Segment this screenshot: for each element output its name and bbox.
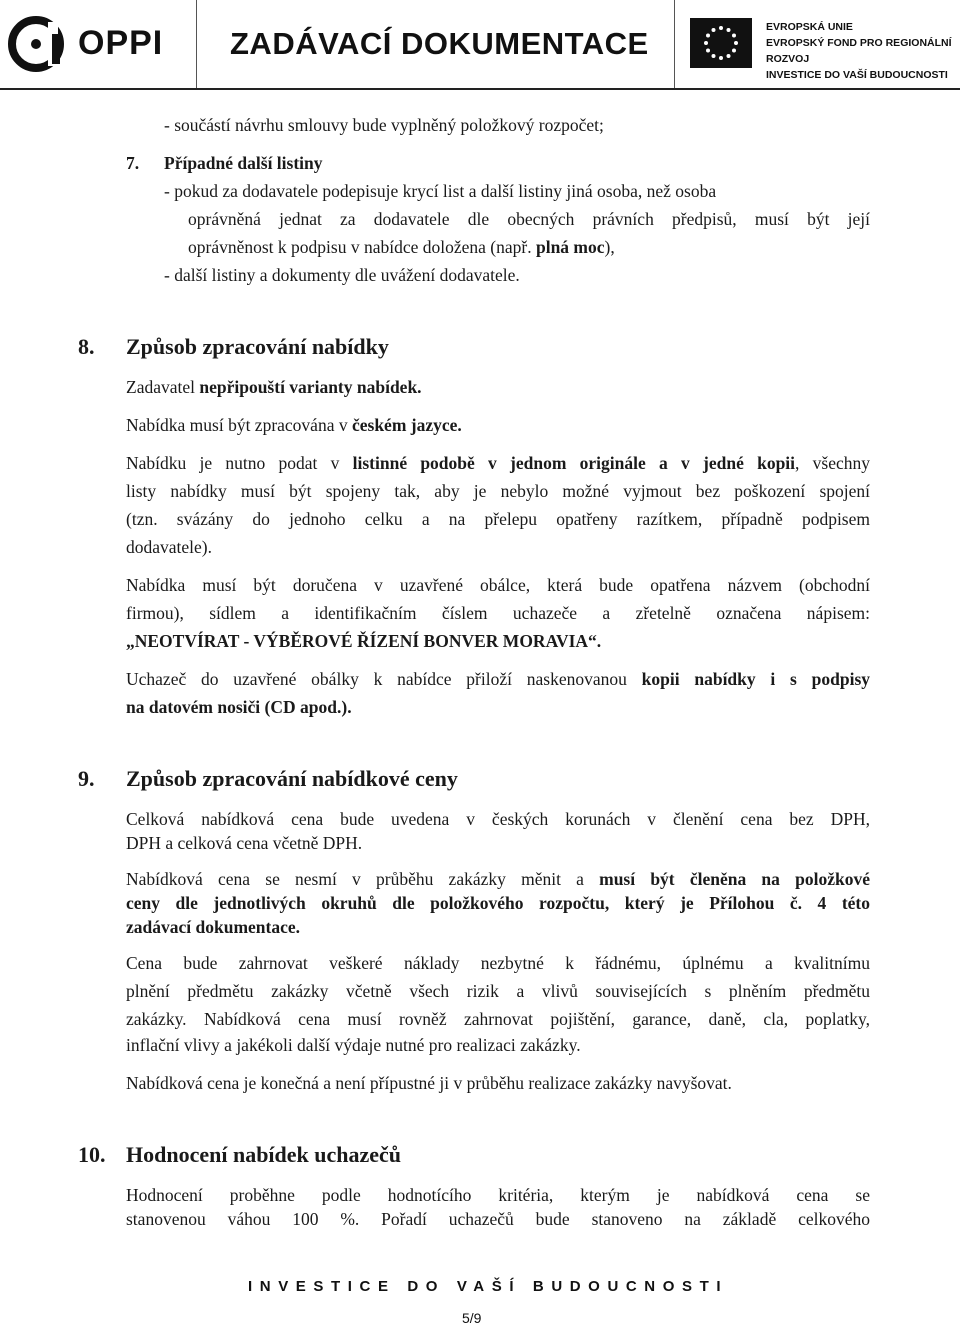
paragraph-line: Nabídková cena je konečná a není přípustné ji v průběhu realizace zakázky navyšovat. xyxy=(126,1073,732,1093)
paragraph-line: Nabídka musí být doručena v uzavřené obálce, která bude opatřena názvem (obchodní xyxy=(126,575,870,595)
eu-star xyxy=(719,56,723,60)
paragraph-line xyxy=(126,868,870,890)
list-item: - pokud za dodavatele podepisuje krycí list a další listiny jiná osoba, než osoba xyxy=(164,181,717,201)
emphasis: plná moc xyxy=(535,237,605,257)
eu-star xyxy=(727,28,731,32)
emphasis: listinné podobě v jednom originále a v jedné kopii xyxy=(352,453,796,473)
eu-line: INVESTICE DO VAŠÍ BUDOUCNOSTI xyxy=(766,69,948,81)
footer-slogan: INVESTICE DO VAŠÍ BUDOUCNOSTI xyxy=(248,1278,729,1295)
paragraph-line: dodavatele). xyxy=(126,537,212,557)
eu-star xyxy=(734,41,738,45)
text-run: Nabídku je nutno podat v xyxy=(126,453,353,473)
header-divider xyxy=(674,0,675,88)
eu-line: EVROPSKÁ UNIE xyxy=(766,21,853,33)
text-run: Zadavatel xyxy=(126,377,200,397)
paragraph-line xyxy=(126,668,870,690)
list-item: - další listiny a dokumenty dle uvážení dodavatele. xyxy=(164,265,520,285)
emphasis: českém jazyce. xyxy=(351,415,462,435)
paragraph-line: (tzn. svázány do jednoho celku a na přelepu opatřeny razítkem, případně podpisem xyxy=(126,509,870,529)
paragraph-line: listy nabídky musí být spojeny tak, aby je nebylo možné vyjmout bez poškození spojení xyxy=(126,481,870,501)
section-number: 8. xyxy=(78,334,95,359)
paragraph-line: inflační vlivy a jakékoli další výdaje nutné pro realizaci zakázky. xyxy=(126,1035,581,1055)
list-item-continuation xyxy=(188,236,615,258)
paragraph-line: Hodnocení proběhne podle hodnotícího kritéria, kterým je nabídková cena se xyxy=(126,1185,870,1205)
paragraph-line: zadávací dokumentace. xyxy=(126,917,301,937)
text-run: Uchazeč do uzavřené obálky k nabídce přiloží naskenovanou xyxy=(126,669,642,689)
emphasis: kopii nabídky i s podpisy xyxy=(641,669,870,689)
paragraph-line xyxy=(126,452,870,474)
paragraph-line: stanovenou váhou 100 %. Pořadí uchazečů bude stanoveno na základě celkového xyxy=(126,1209,870,1229)
text-run: Nabídková cena se nesmí v průběhu zakázky měnit a xyxy=(126,869,600,889)
eu-line: EVROPSKÝ FOND PRO REGIONÁLNÍ ROZVOJ xyxy=(766,37,952,65)
brand-name: OPPI xyxy=(78,24,164,62)
section-title: Hodnocení nabídek uchazečů xyxy=(126,1142,402,1167)
section-number: 9. xyxy=(78,766,95,791)
paragraph xyxy=(126,376,422,398)
paragraph-line: firmou), sídlem a identifikačním číslem uchazeče a zřetelně označena nápisem: xyxy=(126,603,870,623)
header-divider xyxy=(196,0,197,88)
envelope-label: „NEOTVÍRAT - VÝBĚROVÉ ŘÍZENÍ BONVER MORAVIA“. xyxy=(126,631,602,651)
eu-star xyxy=(719,26,723,30)
eu-star xyxy=(712,54,716,58)
eu-star xyxy=(732,49,736,53)
text-run: , všechny xyxy=(795,453,870,473)
document-title: ZADÁVACÍ DOKUMENTACE xyxy=(230,26,649,61)
emphasis: nepřipouští varianty nabídek. xyxy=(199,377,422,397)
eu-star xyxy=(727,54,731,58)
paragraph-line: plnění předmětu zakázky včetně všech rizik a vlivů souvisejících s plněním předmětu xyxy=(126,981,870,1001)
section-number: 7. xyxy=(126,153,140,173)
text-run: oprávněnost k podpisu v nabídce doložena (např. xyxy=(188,237,536,257)
section-title: Způsob zpracování nabídkové ceny xyxy=(126,766,458,791)
paragraph-line: Cena bude zahrnovat veškeré náklady nezbytné k řádnému, úplnému a kvalitnímu xyxy=(126,953,870,973)
paragraph-line: na datovém nosiči (CD apod.). xyxy=(126,697,352,717)
paragraph xyxy=(126,414,462,436)
eu-star xyxy=(704,41,708,45)
eu-star xyxy=(712,28,716,32)
section-number: 10. xyxy=(78,1142,106,1167)
header-rule xyxy=(0,88,960,90)
page-number: 5/9 xyxy=(462,1310,482,1326)
list-item-continuation: oprávněná jednat za dodavatele dle obecných právních předpisů, musí být její xyxy=(188,209,870,229)
text-run: Nabídka musí být zpracována v xyxy=(126,415,352,435)
eu-star xyxy=(706,34,710,38)
oppi-logo-icon xyxy=(8,16,64,72)
eu-label xyxy=(766,19,960,83)
section-title: Způsob zpracování nabídky xyxy=(126,334,389,359)
eu-flag-icon xyxy=(690,18,752,68)
page-header xyxy=(0,0,960,88)
paragraph-line: ceny dle jednotlivých okruhů dle položkového rozpočtu, který je Přílohou č. 4 této xyxy=(126,893,870,913)
text-run: ), xyxy=(604,237,615,257)
section-title: Případné další listiny xyxy=(164,153,323,173)
emphasis: musí být členěna na položkové xyxy=(599,869,870,889)
paragraph-line: zakázky. Nabídková cena musí rovněž zahrnovat pojištění, garance, daně, cla, poplatky, xyxy=(126,1009,870,1029)
paragraph-line: DPH a celková cena včetně DPH. xyxy=(126,833,363,853)
list-item: - součástí návrhu smlouvy bude vyplněný položkový rozpočet; xyxy=(164,115,604,135)
paragraph-line: Celková nabídková cena bude uvedena v českých korunách v členění cena bez DPH, xyxy=(126,809,870,829)
eu-star xyxy=(706,49,710,53)
eu-star xyxy=(732,34,736,38)
